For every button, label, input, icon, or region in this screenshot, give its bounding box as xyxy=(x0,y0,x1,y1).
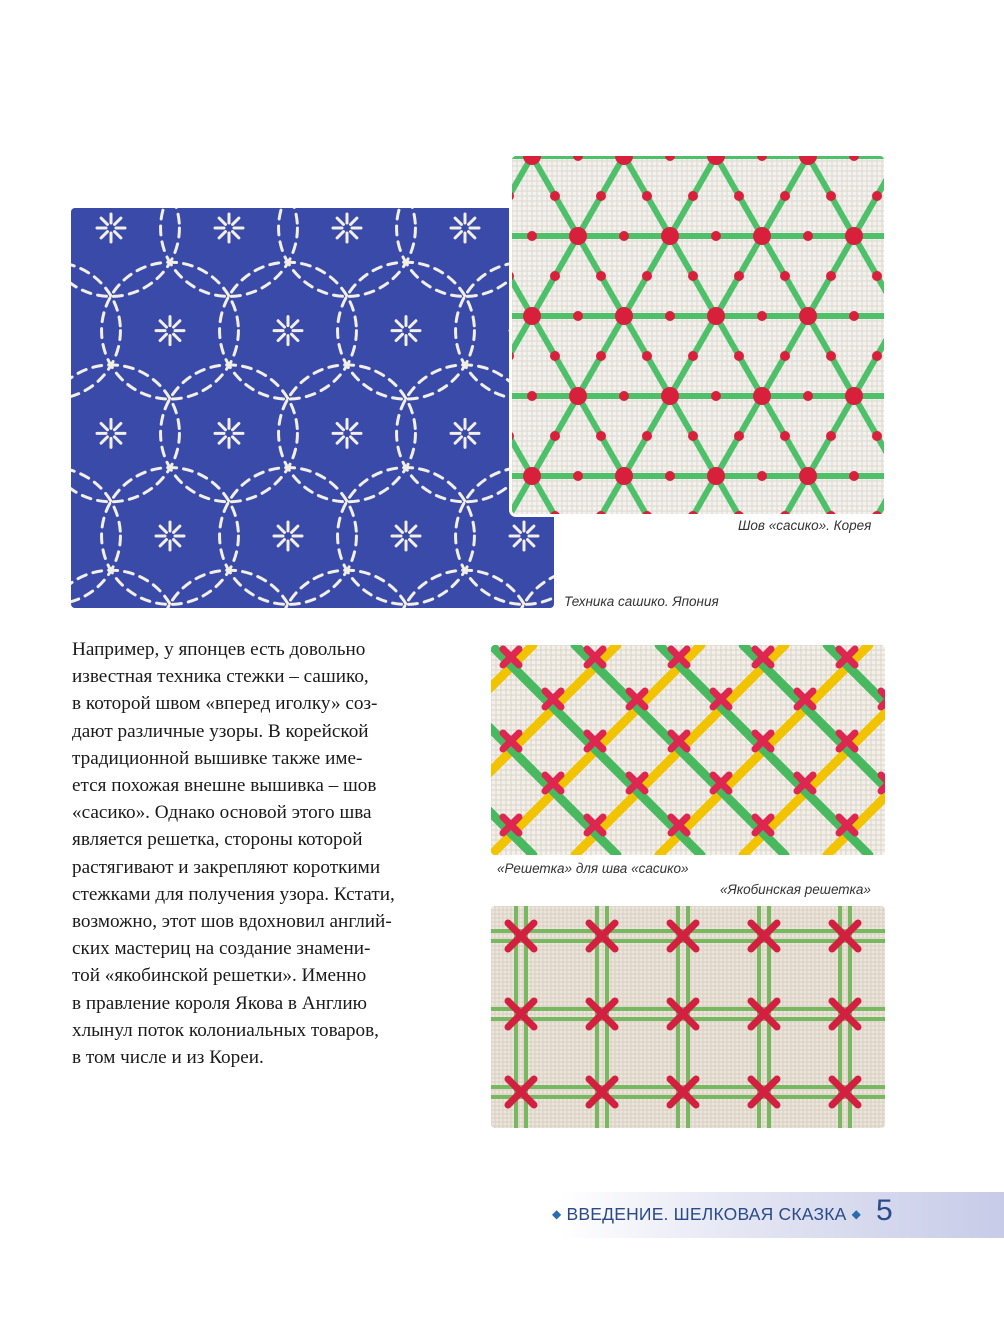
sasiko-grid-photo xyxy=(491,645,885,855)
body-line: Например, у японцев есть довольно xyxy=(72,639,366,660)
body-line: традиционной вышивке также име- xyxy=(72,747,363,769)
diamond-icon: ◆ xyxy=(851,1207,861,1221)
body-line: известная техника стежки – сашико, xyxy=(72,666,369,688)
body-line: той «якобинской решетки». Именно xyxy=(72,965,367,987)
sashiko-japan-photo xyxy=(71,208,554,608)
body-line: хлынул поток колониальных товаров, xyxy=(72,1019,379,1041)
caption-jacobean: «Якобинская решетка» xyxy=(720,882,871,897)
body-line: «сасико». Однако основой этого шва xyxy=(72,802,372,824)
body-line: ских мастериц на создание знамени- xyxy=(72,938,371,960)
body-line: возможно, этот шов вдохновил англий- xyxy=(72,911,392,933)
body-line: стежками для получения узора. Кстати, xyxy=(72,883,395,905)
body-line: растягивают и закрепляют короткими xyxy=(72,856,381,878)
body-paragraph xyxy=(72,636,452,1071)
body-line: ется похожая внешне вышивка – шов xyxy=(72,775,377,797)
sasiko-korea-photo xyxy=(512,156,884,514)
caption-sashiko-japan: Техника сашико. Япония xyxy=(564,594,719,609)
body-line: в том числе и из Кореи. xyxy=(72,1047,264,1069)
caption-sasiko-korea: Шов «сасико». Корея xyxy=(738,518,872,533)
caption-sasiko-grid: «Решетка» для шва «сасико» xyxy=(497,861,689,876)
body-line: в правление короля Якова в Англию xyxy=(72,992,367,1014)
diamond-icon: ◆ xyxy=(552,1207,562,1221)
running-footer xyxy=(552,1204,861,1225)
section-title: ВВЕДЕНИЕ. ШЕЛКОВАЯ СКАЗКА xyxy=(566,1204,847,1224)
body-line: является решетка, стороны которой xyxy=(72,829,363,851)
jacobean-lattice-photo xyxy=(491,906,885,1128)
body-line: дают различные узоры. В корейской xyxy=(72,720,369,742)
page-number: 5 xyxy=(876,1194,893,1227)
body-line: в которой швом «вперед иголку» соз- xyxy=(72,693,378,715)
